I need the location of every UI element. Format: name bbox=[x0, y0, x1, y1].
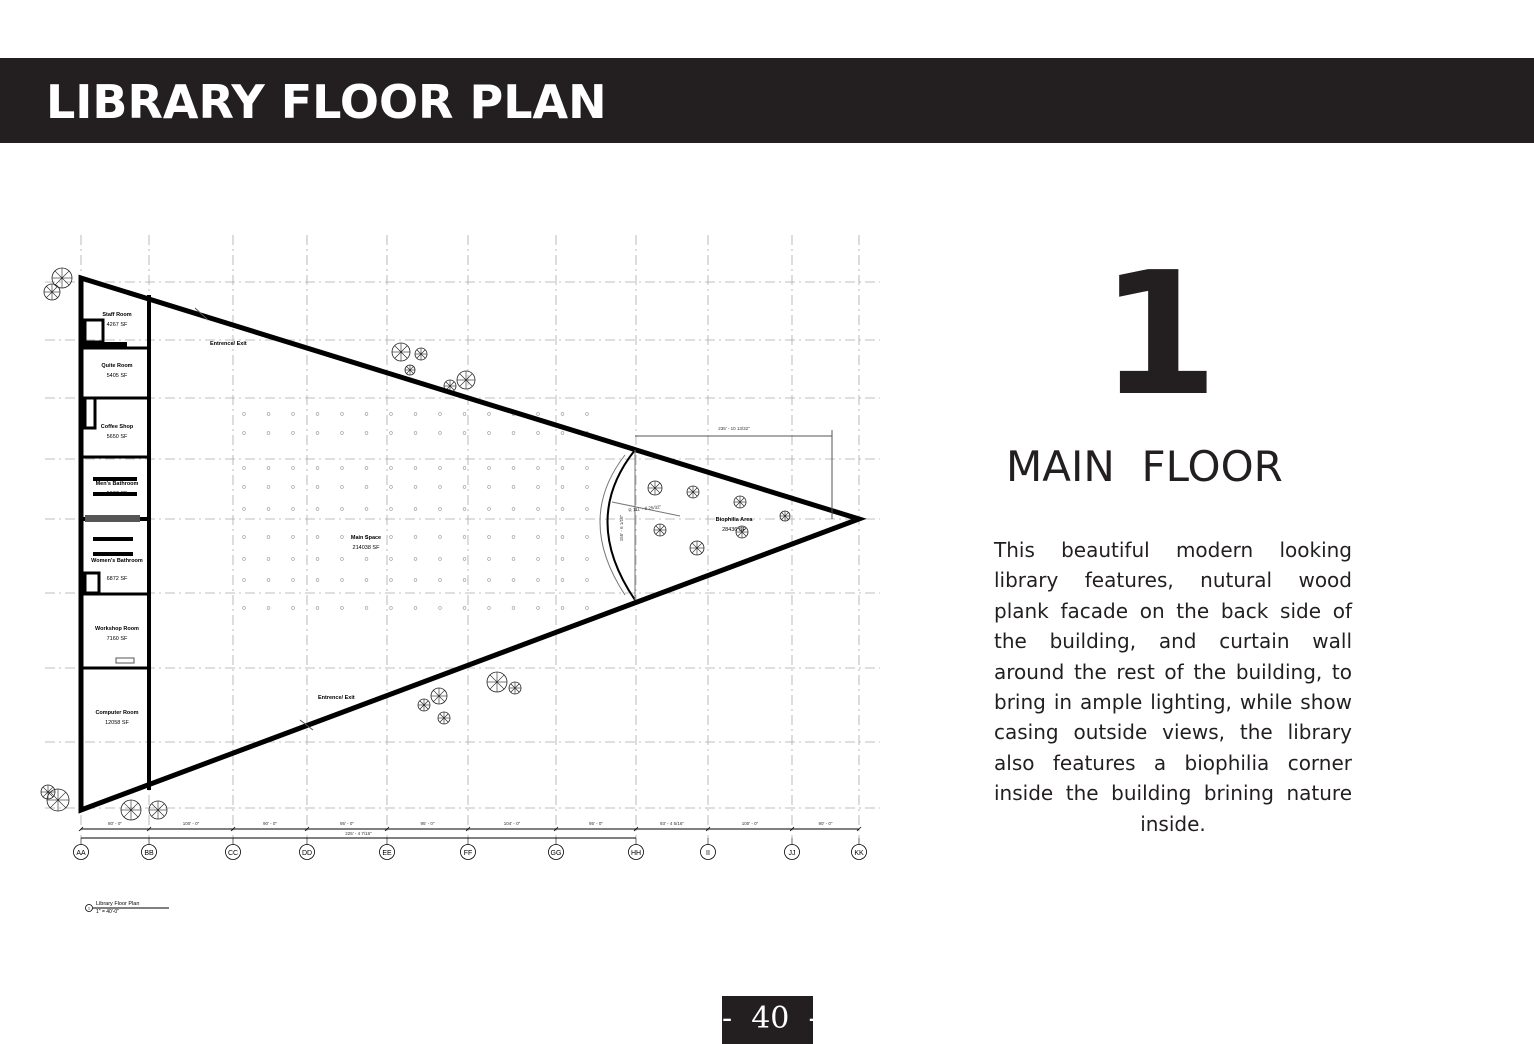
seat-dot bbox=[341, 579, 344, 582]
seat-dot bbox=[390, 413, 393, 416]
tree-icon bbox=[457, 371, 475, 389]
seat-dot bbox=[365, 467, 368, 470]
floor-description: This beautiful modern looking library features, nutural wood plank facade on the back side of the building, and curtain wall around the rest of the building, to bring in ample lighting, while show casing outside views, the library also features a biophilia corner inside the building brining nature inside. bbox=[994, 538, 1352, 836]
seat-dot bbox=[341, 536, 344, 539]
seat-dot bbox=[390, 536, 393, 539]
plan-caption bbox=[86, 901, 170, 915]
dimension-label: 95' - 0" bbox=[420, 821, 435, 826]
seat-dot bbox=[365, 413, 368, 416]
seat-dot bbox=[561, 579, 564, 582]
seat-dot bbox=[267, 467, 270, 470]
dimension-label: 90' - 0" bbox=[818, 821, 833, 826]
dimension-label: 90' - 0" bbox=[263, 821, 277, 826]
seat-dot bbox=[390, 579, 393, 582]
seat-dot bbox=[488, 486, 491, 489]
seat-dot bbox=[243, 432, 246, 435]
grid-bubble-label: AA bbox=[76, 850, 86, 857]
tree-icon bbox=[44, 284, 60, 300]
seat-dot bbox=[341, 607, 344, 610]
grid-bubble-label: HH bbox=[630, 850, 642, 857]
tree-icon bbox=[149, 801, 167, 819]
tree-icon bbox=[487, 672, 507, 692]
seat-dot bbox=[243, 579, 246, 582]
seat-dot bbox=[292, 467, 295, 470]
tree-icon bbox=[41, 785, 55, 799]
grid-bubble-label: EE bbox=[382, 850, 392, 857]
grid-bubble-label: FF bbox=[463, 850, 473, 857]
seat-dot bbox=[537, 558, 540, 561]
seat-dot bbox=[267, 558, 270, 561]
seat-dot bbox=[463, 536, 466, 539]
seat-dot bbox=[463, 413, 466, 416]
seat-dot bbox=[414, 508, 417, 511]
grid-bubble-label: GG bbox=[550, 850, 562, 857]
seat-dot bbox=[267, 432, 270, 435]
seat-dot bbox=[267, 486, 270, 489]
tree-icon bbox=[415, 348, 427, 360]
seat-dot bbox=[267, 413, 270, 416]
seat-dot bbox=[292, 486, 295, 489]
seat-dot bbox=[537, 536, 540, 539]
grid-bubble-label: II bbox=[706, 850, 710, 857]
seat-dot bbox=[390, 467, 393, 470]
room-name-label: Biophilia Area bbox=[715, 517, 753, 523]
seat-dot bbox=[561, 536, 564, 539]
seat-dot bbox=[512, 579, 515, 582]
caption-scale: 1" = 40'-0" bbox=[96, 909, 119, 915]
room-area-label: 5405 SF bbox=[106, 373, 128, 379]
room-name-label: Quite Room bbox=[101, 363, 133, 369]
seat-dot bbox=[316, 558, 319, 561]
seat-dot bbox=[243, 607, 246, 610]
seat-dot bbox=[316, 607, 319, 610]
seat-dot bbox=[512, 486, 515, 489]
seat-dot bbox=[341, 413, 344, 416]
grid-bubble-label: JJ bbox=[788, 850, 796, 857]
seat-dot bbox=[243, 558, 246, 561]
seat-dot bbox=[537, 486, 540, 489]
seat-dot bbox=[390, 508, 393, 511]
page-number: - 40 - bbox=[722, 996, 813, 1044]
seat-dot bbox=[463, 432, 466, 435]
seat-dot bbox=[512, 467, 515, 470]
seat-dot bbox=[488, 558, 491, 561]
seat-dot bbox=[365, 486, 368, 489]
tree-icon bbox=[405, 365, 415, 375]
seat-dot bbox=[463, 467, 466, 470]
seat-dot bbox=[292, 607, 295, 610]
tree-icon bbox=[654, 524, 666, 536]
page-title: LIBRARY FLOOR PLAN bbox=[46, 75, 607, 129]
seat-dot bbox=[512, 536, 515, 539]
dimension-label: 225' - 4 7/16" bbox=[345, 831, 372, 836]
biophilia-dimension: 235' - 10 13/32" bbox=[718, 426, 750, 431]
seat-dot bbox=[267, 508, 270, 511]
room-name-label: Computer Room bbox=[95, 710, 139, 716]
seat-dot bbox=[390, 486, 393, 489]
seat-dot bbox=[586, 558, 589, 561]
tree-icon bbox=[687, 486, 699, 498]
room-area-label: 5637 SF bbox=[106, 491, 128, 497]
grid-bubble-label: DD bbox=[301, 850, 313, 857]
seat-dot bbox=[537, 432, 540, 435]
seat-dot bbox=[561, 508, 564, 511]
tree-icon bbox=[438, 712, 450, 724]
seat-dot bbox=[463, 607, 466, 610]
seat-dot bbox=[365, 508, 368, 511]
floor-number: 1 bbox=[1100, 236, 1219, 434]
seat-dot bbox=[365, 432, 368, 435]
seat-dot bbox=[463, 579, 466, 582]
dimension-line bbox=[81, 829, 859, 838]
seat-dot bbox=[390, 432, 393, 435]
seat-dot bbox=[365, 558, 368, 561]
column-dots bbox=[243, 413, 589, 610]
seat-dot bbox=[414, 558, 417, 561]
seat-dot bbox=[316, 486, 319, 489]
seat-dot bbox=[537, 467, 540, 470]
room-area-label: 12058 SF bbox=[105, 720, 129, 726]
seat-dot bbox=[243, 508, 246, 511]
floor-title: MAIN FLOOR bbox=[1006, 442, 1283, 491]
grid-column-labels bbox=[74, 838, 867, 860]
trees bbox=[41, 268, 790, 820]
tree-icon bbox=[509, 682, 521, 694]
dimension-label: 95' - 0" bbox=[589, 821, 603, 826]
seat-dot bbox=[439, 579, 442, 582]
seat-dot bbox=[488, 467, 491, 470]
seat-dot bbox=[439, 467, 442, 470]
seat-dot bbox=[586, 486, 589, 489]
dimension-label: 80' - 0" bbox=[108, 821, 122, 826]
seat-dot bbox=[512, 432, 515, 435]
seat-dot bbox=[586, 467, 589, 470]
room-area-label: 214038 SF bbox=[352, 545, 380, 551]
seat-dot bbox=[243, 467, 246, 470]
seat-dot bbox=[439, 536, 442, 539]
seat-dot bbox=[267, 579, 270, 582]
seat-dot bbox=[316, 467, 319, 470]
dimension-label: 93' - 4 5/16" bbox=[660, 821, 684, 826]
seat-dot bbox=[488, 432, 491, 435]
seat-dot bbox=[341, 467, 344, 470]
grid-bubble-label: BB bbox=[144, 850, 154, 857]
seat-dot bbox=[488, 536, 491, 539]
seat-dot bbox=[243, 536, 246, 539]
seat-dot bbox=[561, 558, 564, 561]
room-area-label: 5650 SF bbox=[106, 434, 128, 440]
entrance-label: Entrence/ Exit bbox=[210, 341, 247, 347]
seat-dot bbox=[537, 413, 540, 416]
dimension-label: 100' - 0" bbox=[741, 821, 759, 826]
caption-title: Library Floor Plan bbox=[96, 901, 140, 907]
seat-dot bbox=[561, 432, 564, 435]
seat-dot bbox=[365, 579, 368, 582]
dimension-label: 100' - 0" bbox=[182, 821, 200, 826]
grid-lines bbox=[45, 235, 880, 838]
tree-icon bbox=[121, 800, 141, 820]
room-name-label: Main Space bbox=[350, 535, 382, 541]
tree-icon bbox=[392, 343, 410, 361]
seat-dot bbox=[316, 432, 319, 435]
seat-dot bbox=[586, 413, 589, 416]
seat-dot bbox=[267, 536, 270, 539]
seat-dot bbox=[390, 558, 393, 561]
seat-dot bbox=[561, 607, 564, 610]
seat-dot bbox=[292, 413, 295, 416]
seat-dot bbox=[439, 607, 442, 610]
seat-dot bbox=[292, 432, 295, 435]
seat-dot bbox=[586, 536, 589, 539]
seat-dot bbox=[292, 558, 295, 561]
seat-dot bbox=[586, 508, 589, 511]
room-area-label: 7160 SF bbox=[106, 636, 128, 642]
seat-dot bbox=[341, 486, 344, 489]
seat-dot bbox=[390, 607, 393, 610]
seat-dot bbox=[414, 413, 417, 416]
seat-dot bbox=[292, 508, 295, 511]
room-area-label: 28436 SF bbox=[722, 527, 746, 533]
seat-dot bbox=[488, 413, 491, 416]
building-outline bbox=[81, 278, 859, 810]
room-area-label: 4267 SF bbox=[106, 322, 128, 328]
seat-dot bbox=[439, 508, 442, 511]
seat-dot bbox=[316, 413, 319, 416]
seat-dot bbox=[414, 607, 417, 610]
seat-dot bbox=[488, 607, 491, 610]
entrance-label: Entrence/ Exit bbox=[318, 695, 355, 701]
seat-dot bbox=[292, 536, 295, 539]
seat-dot bbox=[414, 579, 417, 582]
seat-dot bbox=[512, 508, 515, 511]
seat-dot bbox=[243, 413, 246, 416]
seat-dot bbox=[463, 508, 466, 511]
seat-dot bbox=[414, 432, 417, 435]
seat-dot bbox=[512, 558, 515, 561]
seat-dot bbox=[463, 558, 466, 561]
seat-dot bbox=[414, 486, 417, 489]
seat-dot bbox=[439, 486, 442, 489]
seat-dot bbox=[316, 536, 319, 539]
seat-dot bbox=[316, 579, 319, 582]
seat-dot bbox=[488, 508, 491, 511]
caption-number: 1 bbox=[87, 905, 91, 911]
seat-dot bbox=[537, 579, 540, 582]
seat-dot bbox=[414, 536, 417, 539]
seat-dot bbox=[414, 467, 417, 470]
seat-dot bbox=[537, 508, 540, 511]
biophilia-dimension: 155' - 6 1/16" bbox=[619, 514, 624, 542]
seat-dot bbox=[292, 579, 295, 582]
seat-dot bbox=[341, 558, 344, 561]
seat-dot bbox=[267, 607, 270, 610]
seat-dot bbox=[512, 607, 515, 610]
grid-bubble-label: CC bbox=[227, 850, 239, 857]
tree-icon bbox=[648, 481, 662, 495]
seat-dot bbox=[561, 486, 564, 489]
room-name-label: Men's Bathroom bbox=[95, 481, 139, 487]
tree-icon bbox=[431, 688, 447, 704]
seat-dot bbox=[341, 508, 344, 511]
biophilia-dimension: R 111' - 8 25/32" bbox=[628, 504, 662, 513]
seat-dot bbox=[586, 607, 589, 610]
room-name-label: Coffee Shop bbox=[100, 424, 134, 430]
seat-dot bbox=[439, 413, 442, 416]
room-area-label: 6872 SF bbox=[106, 576, 128, 582]
dimension-label: 95' - 0" bbox=[340, 821, 354, 826]
seat-dot bbox=[586, 579, 589, 582]
seat-dot bbox=[561, 413, 564, 416]
seat-dot bbox=[537, 607, 540, 610]
dimension-label: 104' - 0" bbox=[503, 821, 521, 826]
tree-icon bbox=[780, 511, 790, 521]
seat-dot bbox=[488, 579, 491, 582]
seat-dot bbox=[316, 508, 319, 511]
room-name-label: Women's Bathroom bbox=[91, 558, 143, 564]
seat-dot bbox=[243, 486, 246, 489]
tree-icon bbox=[690, 541, 704, 555]
room-name-label: Staff Room bbox=[102, 312, 132, 318]
seat-dot bbox=[365, 607, 368, 610]
seat-dot bbox=[561, 467, 564, 470]
seat-dot bbox=[463, 486, 466, 489]
seat-dot bbox=[439, 558, 442, 561]
seat-dot bbox=[341, 432, 344, 435]
grid-bubble-label: KK bbox=[854, 850, 864, 857]
room-name-label: Workshop Room bbox=[95, 626, 139, 632]
seat-dot bbox=[439, 432, 442, 435]
tree-icon bbox=[734, 496, 746, 508]
tree-icon bbox=[418, 699, 430, 711]
